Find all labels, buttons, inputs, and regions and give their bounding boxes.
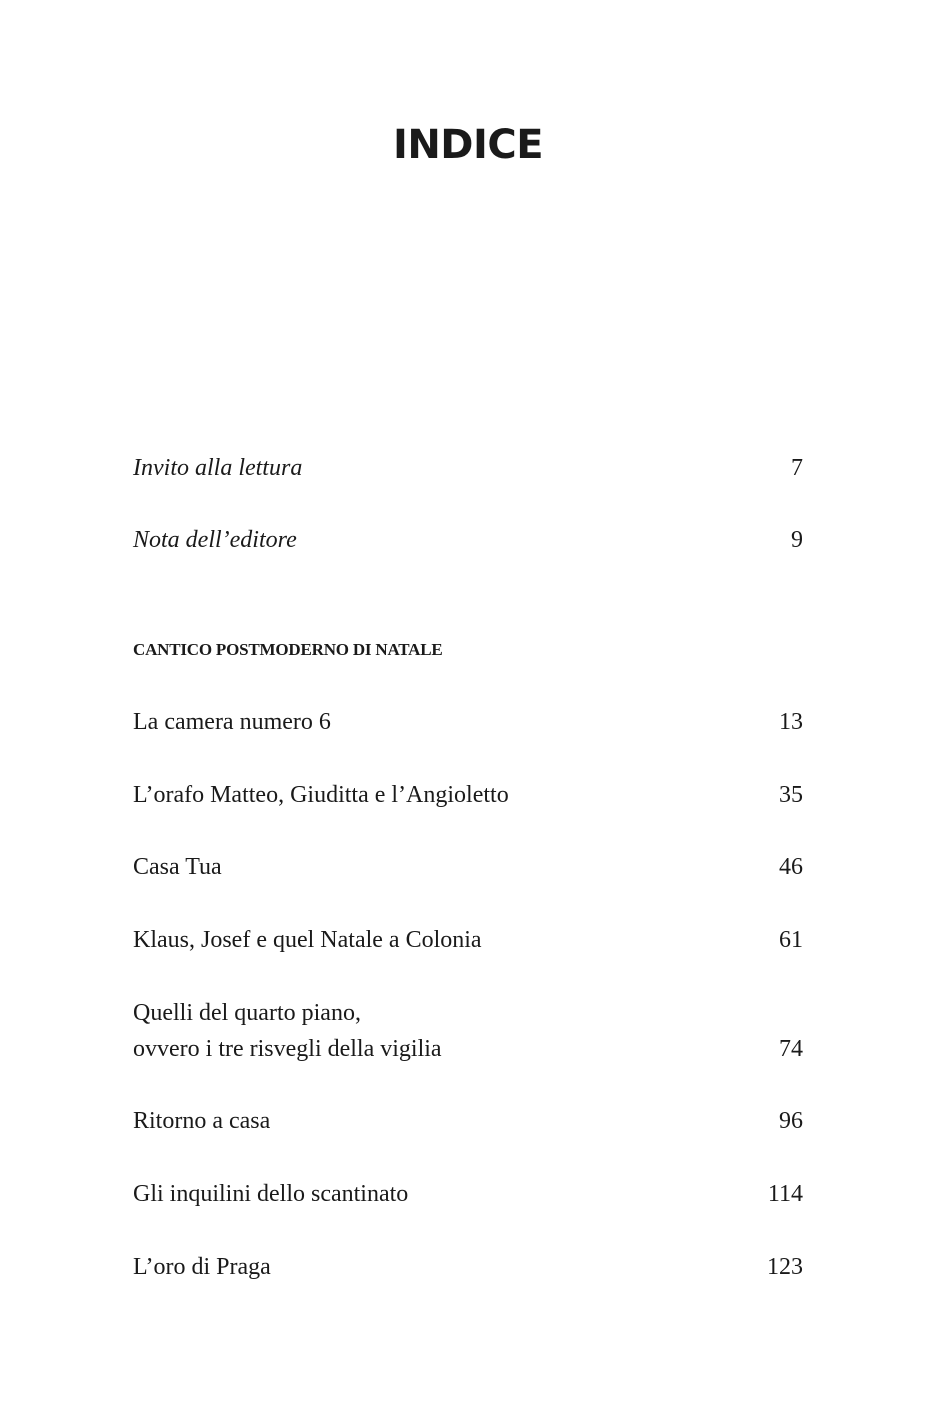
toc-entry-invito[interactable]: [133, 450, 803, 486]
toc-entry-page: 35: [779, 782, 803, 808]
toc-entry-label: Klaus, Josef e quel Natale a Colonia: [133, 927, 482, 953]
toc-entry-label: Invito alla lettura: [133, 455, 303, 481]
toc-entry[interactable]: [133, 1249, 803, 1285]
toc-entry-page: 96: [779, 1108, 803, 1134]
toc-entry[interactable]: [133, 777, 803, 813]
toc-entry-label-line1: Quelli del quarto piano,: [133, 1000, 361, 1026]
toc-entry[interactable]: [133, 922, 803, 958]
toc-entry[interactable]: [133, 995, 803, 1067]
toc-entry-page: 123: [767, 1254, 803, 1280]
toc-entry[interactable]: [133, 1103, 803, 1139]
section-heading: CANTICO POSTMODERNO DI NATALE: [133, 640, 443, 659]
toc-entry-page: 9: [791, 527, 803, 553]
toc-entry-label: Casa Tua: [133, 854, 222, 880]
toc-entry-page: 61: [779, 927, 803, 953]
toc-entry-label: L’orafo Matteo, Giuditta e l’Angioletto: [133, 782, 509, 808]
toc-entry[interactable]: [133, 1176, 803, 1212]
toc-entry-page: 74: [779, 1036, 803, 1062]
toc-entry[interactable]: [133, 849, 803, 885]
toc-entry-nota[interactable]: [133, 522, 803, 558]
toc-entry-label: Nota dell’editore: [133, 527, 297, 553]
toc-entry[interactable]: [133, 704, 803, 740]
toc-entry-label-line2: ovvero i tre risvegli della vigilia: [133, 1036, 442, 1062]
toc-entry-page: 7: [791, 455, 803, 481]
toc-entry-page: 13: [779, 709, 803, 735]
page-title: INDICE: [392, 122, 544, 168]
toc-entry-page: 114: [767, 1181, 803, 1207]
toc-entry-page: 46: [779, 854, 803, 880]
toc-entry-label: Gli inquilini dello scantinato: [133, 1181, 409, 1207]
toc-entry-label: Ritorno a casa: [133, 1108, 271, 1134]
toc-entry-label: La camera numero 6: [133, 709, 331, 735]
toc-entry-label: L’oro di Praga: [133, 1254, 271, 1280]
